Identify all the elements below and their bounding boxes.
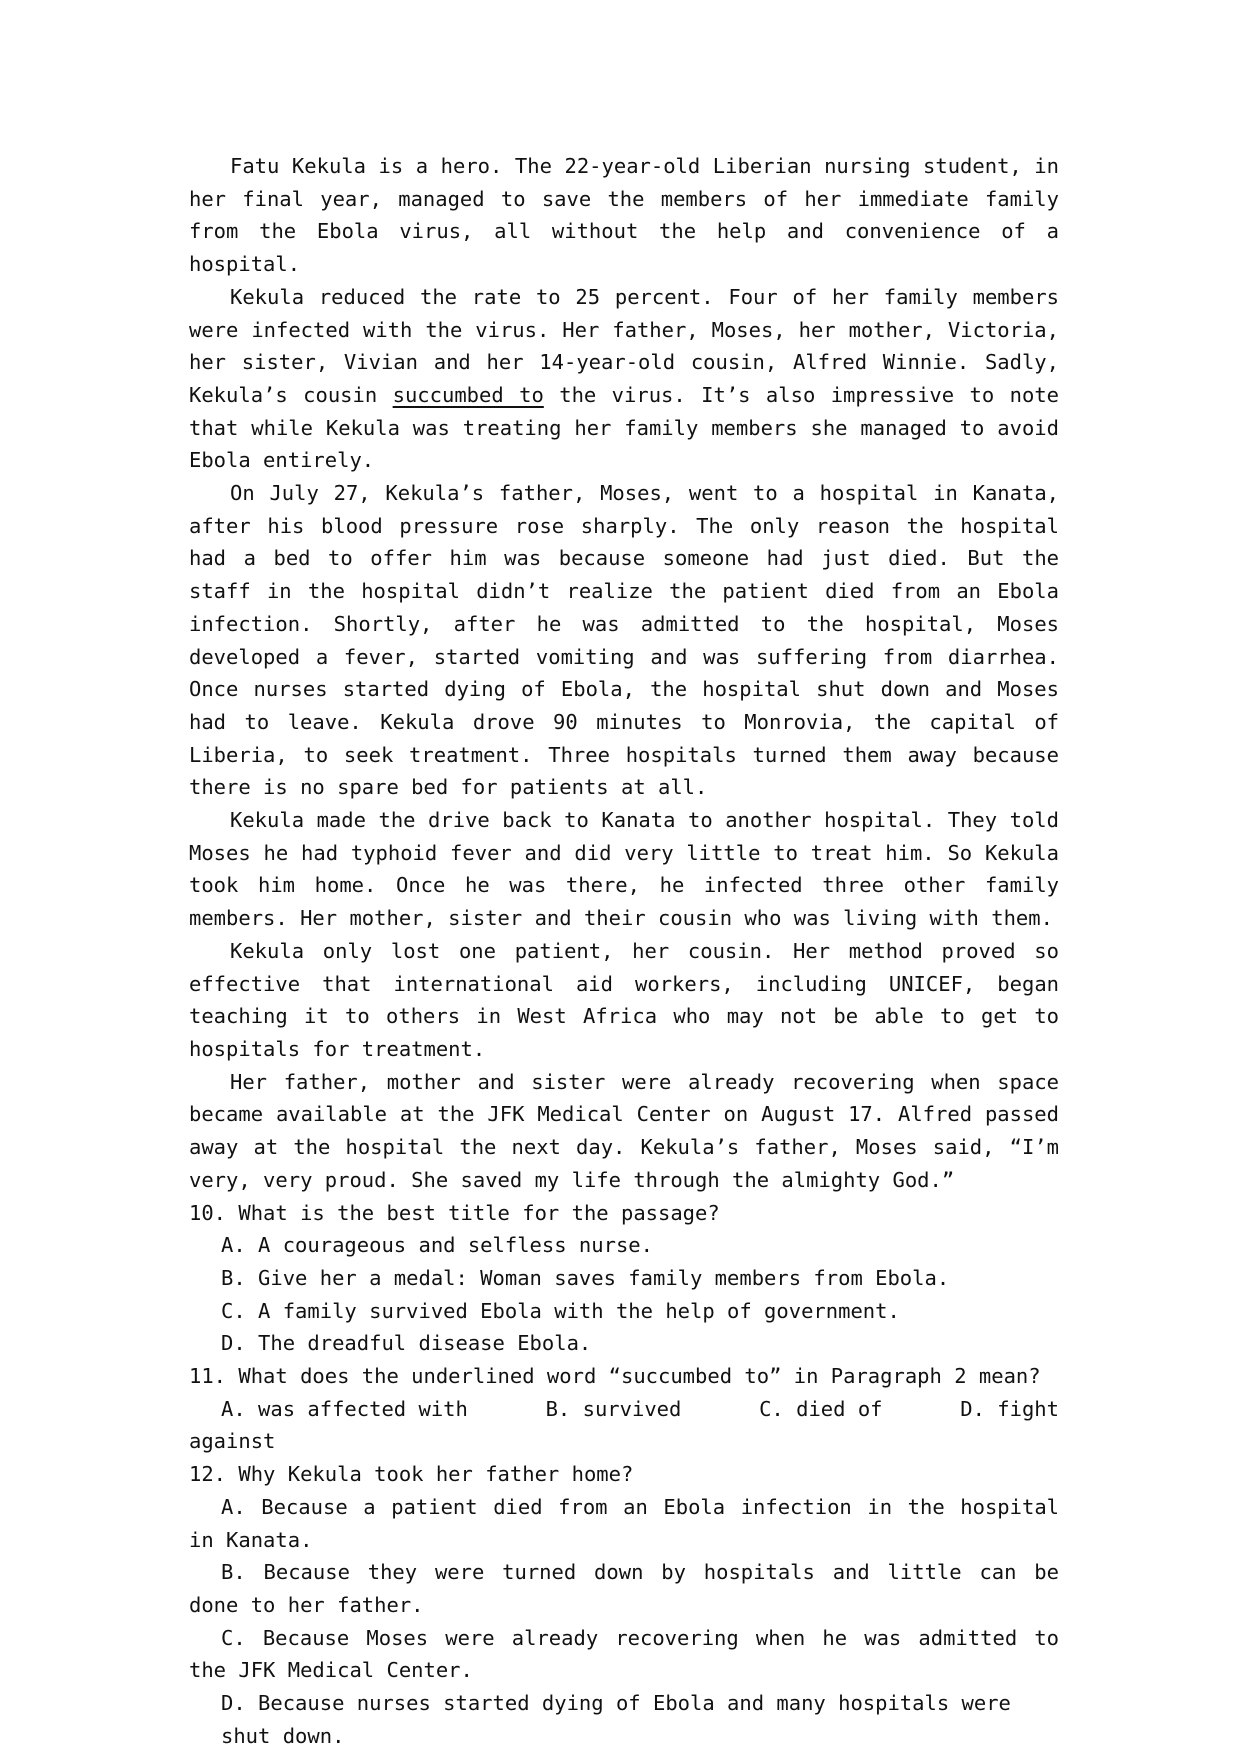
passage-paragraph-6: Her father, mother and sister were already recovering when space became available at the JFK Medical Center on August 17. Alfred passed away at the hospital the next day. Kekula’s father, Moses said, “I’m very, very proud. She saved my life through the almighty God.” [189,1069,1059,1192]
underlined-phrase: succumbed to [392,382,544,407]
question-12 [189,1458,1059,1752]
option-d: D. Because nurses started dying of Ebola and many hospitals were shut down. [221,1691,1011,1748]
question-stem: 12. Why Kekula took her father home? [189,1462,634,1487]
question-stem: 10. What is the best title for the passage? [189,1200,720,1225]
paragraph-2-text-after: the virus. It’s also impressive to note that while Kekula was treating her family members she managed to avoid Ebola entirely. [189,382,1059,473]
option-a: A. was affected with [221,1396,468,1421]
passage-paragraph-3: On July 27, Kekula’s father, Moses, went to a hospital in Kanata, after his blood pressure rose sharply. The only reason the hospital had a bed to offer him was because someone had just died. But the staff in the hospital didn’t realize the patient died from an Ebola infection. Shortly, after he was admitted to the hospital, Moses developed a fever, started vomiting and was suffering from diarrhea. Once nurses started dying of Ebola, the hospital shut down and Moses had to leave. Kekula drove 90 minutes to Monrovia, the capital of Liberia, to seek treatment. Three hospitals turned them away because there is no spare bed for patients at all. [189,481,1059,800]
question-stem: 11. What does the underlined word “succumbed to” in Paragraph 2 mean? [189,1364,1041,1389]
document-page [189,150,1059,1752]
question-11 [189,1360,1059,1458]
option-c: C. Because Moses were already recovering when he was admitted to the JFK Medical Center. [189,1625,1059,1683]
option-d: D. The dreadful disease Ebola. [221,1331,592,1356]
passage-paragraph-4: Kekula made the drive back to Kanata to another hospital. They told Moses he had typhoid fever and did very little to treat him. So Kekula took him home. Once he was there, he infected three other family members. Her mother, sister and their cousin who was living with them. [189,808,1059,931]
option-d: D. fight [960,1396,1059,1421]
option-c: C. died of [759,1396,883,1421]
option-b: B. Because they were turned down by hospitals and little can be done to her father. [189,1560,1059,1617]
options-row [189,1393,1059,1426]
passage-paragraph-5: Kekula only lost one patient, her cousin. Her method proved so effective that international aid workers, including UNICEF, began teaching it to others in West Africa who may not be able to get to hospitals for treatment. [189,938,1059,1061]
option-a: A. Because a patient died from an Ebola infection in the hospital in Kanata. [189,1494,1059,1552]
option-d-continued: against [189,1429,276,1454]
option-b: B. survived [545,1396,682,1421]
passage-paragraph-2 [189,281,1059,477]
passage-paragraph-1: Fatu Kekula is a hero. The 22-year-old Liberian nursing student, in her final year, managed to save the members of her immediate family from the Ebola virus, all without the help and convenience of a hospital. [189,154,1059,277]
option-a: A. A courageous and selfless nurse. [221,1233,653,1258]
paragraph-2-text-before: Kekula reduced the rate to 25 percent. Four of her family members were infected with the virus. Her father, Moses, her mother, Victoria, her sister, Vivian and her 14-year-old cousin, Alfred Winnie. Sadly, Kekula’s cousin [189,284,1059,407]
option-c: C. A family survived Ebola with the help of government. [221,1298,900,1323]
option-b: B. Give her a medal: Woman saves family members from Ebola. [221,1265,950,1290]
question-10 [189,1197,1059,1361]
